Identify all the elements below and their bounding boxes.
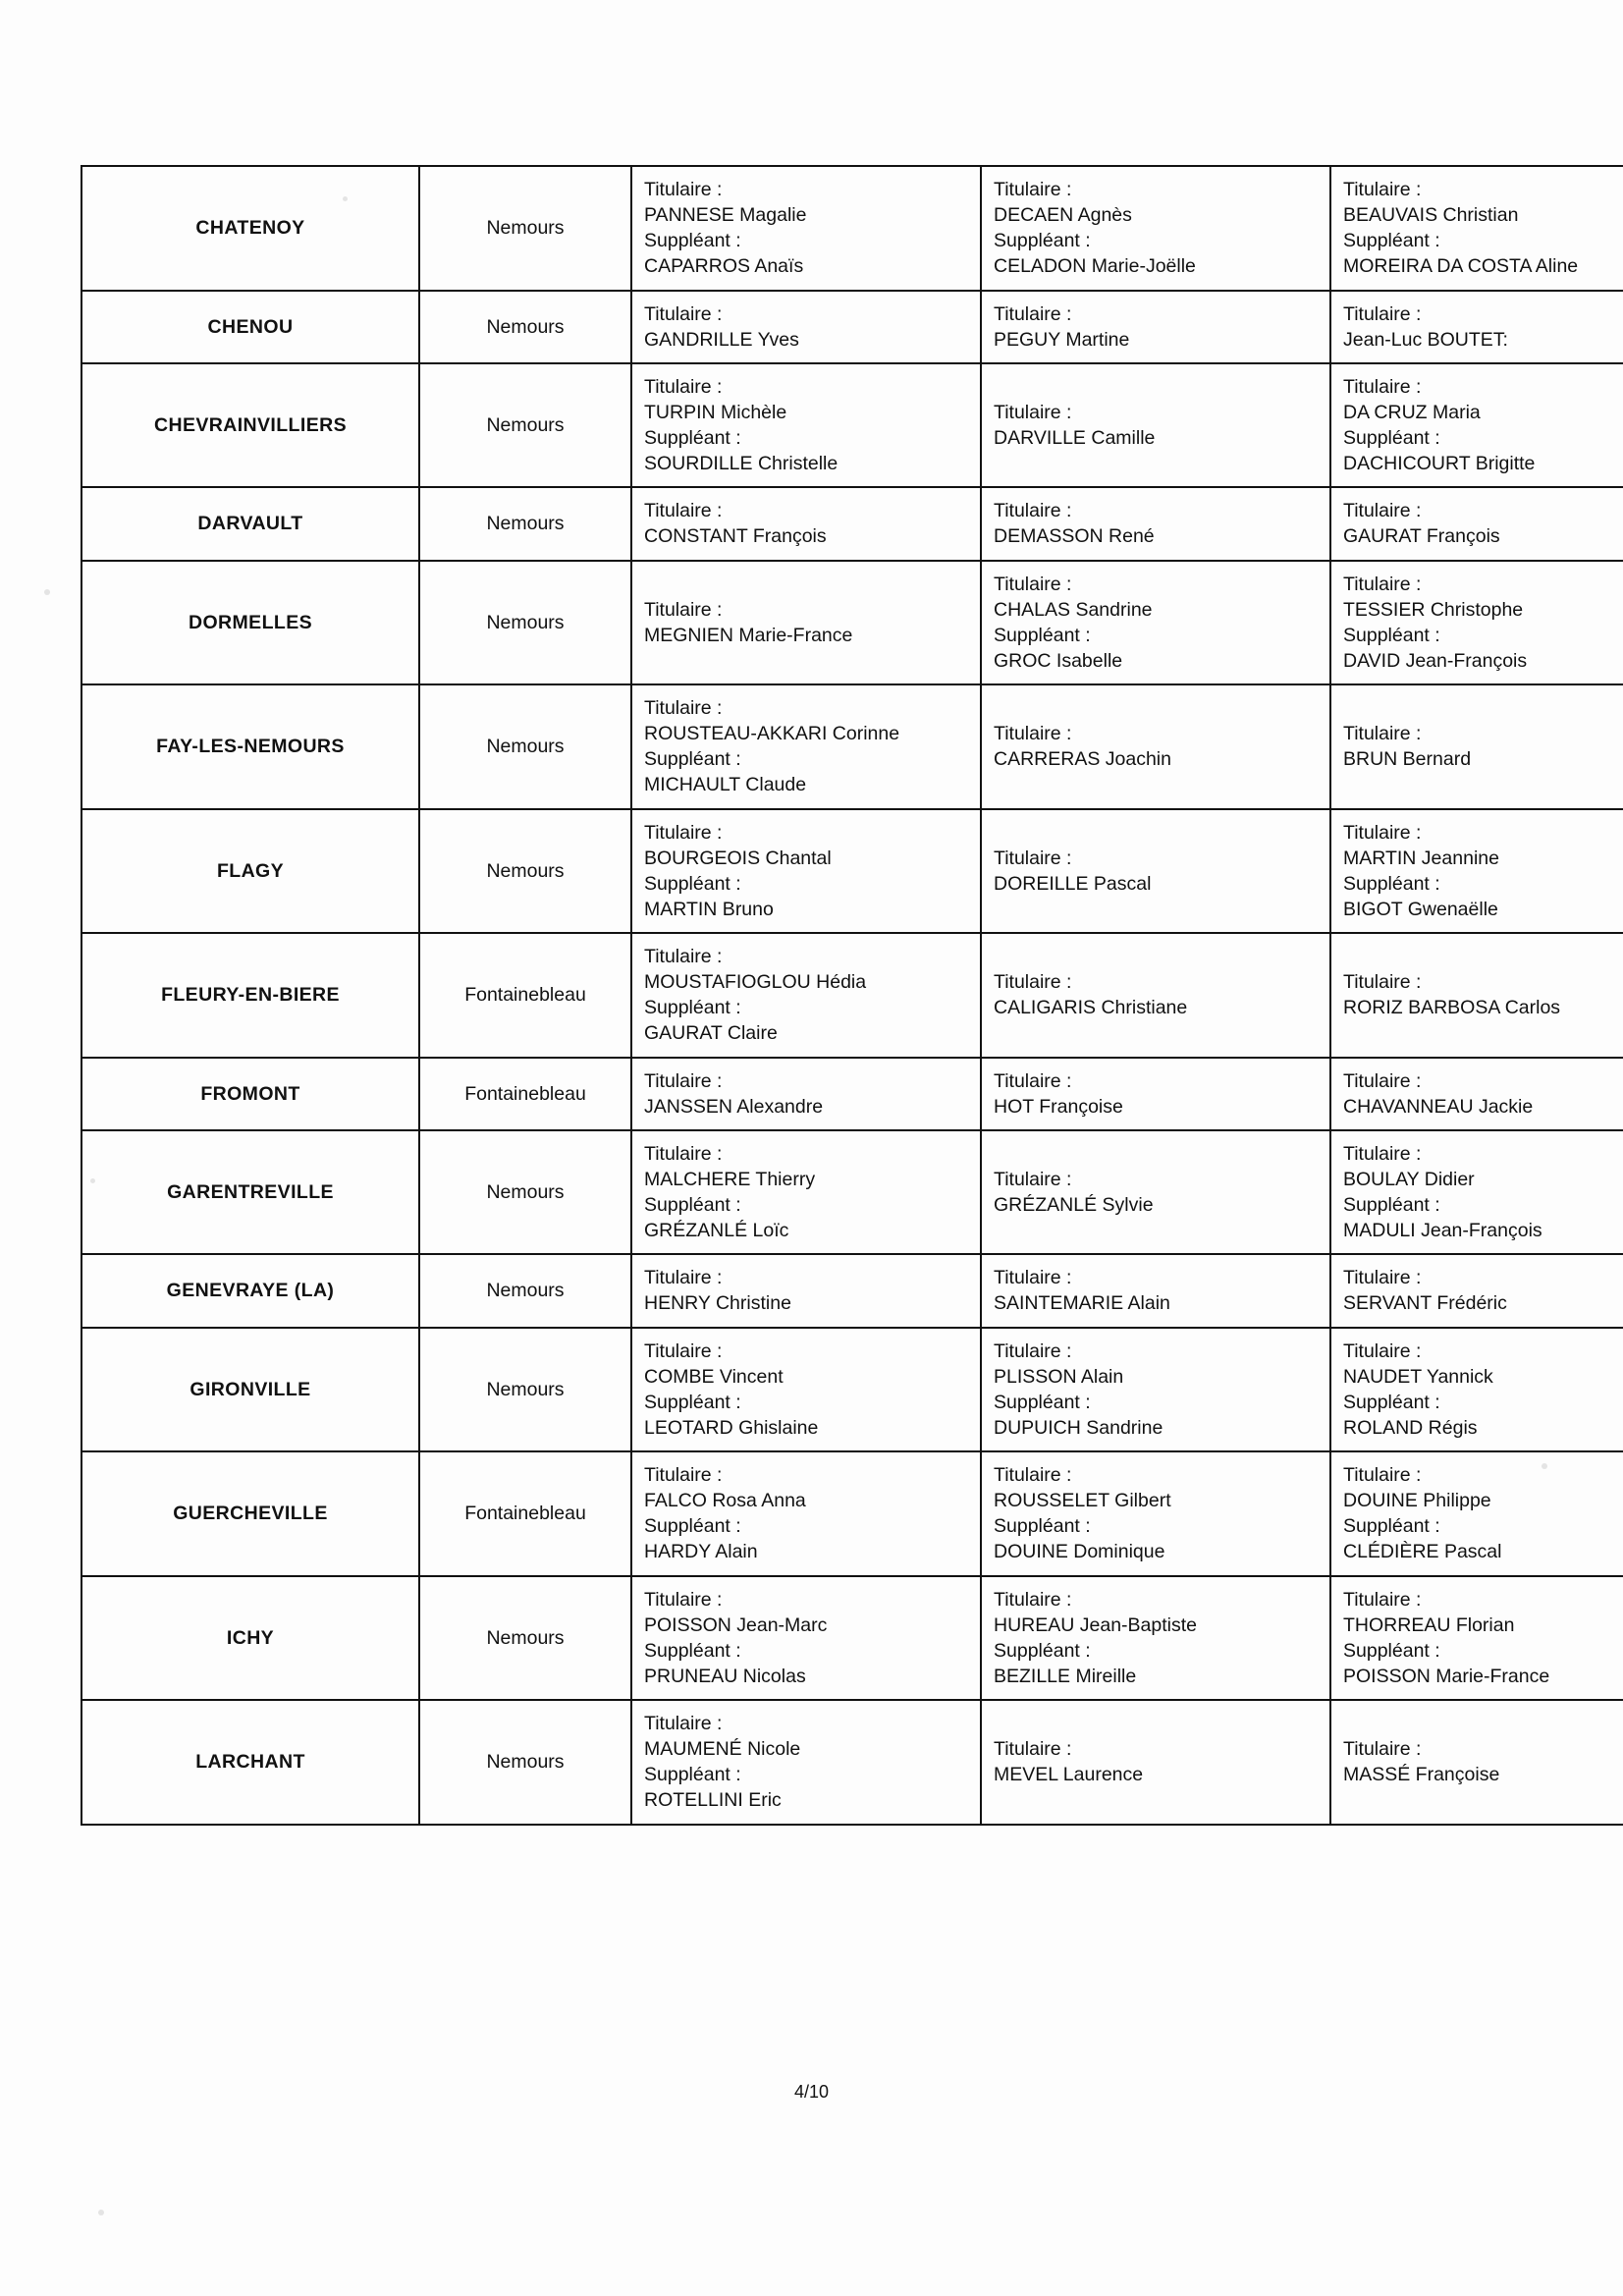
titulaire-label: Titulaire : — [1343, 375, 1422, 398]
titulaire-name: SAINTEMARIE Alain — [994, 1292, 1170, 1315]
suppleant-name: BIGOT Gwenaëlle — [1343, 898, 1498, 920]
titulaire-name: ROUSSELET Gilbert — [994, 1490, 1171, 1512]
suppleant-label: Suppléant : — [994, 1515, 1091, 1538]
titulaire-label: Titulaire : — [644, 1339, 723, 1362]
suppleant-name: CLÉDIÈRE Pascal — [1343, 1541, 1502, 1563]
scan-artifact — [98, 2210, 104, 2215]
suppleant-label: Suppléant : — [1343, 624, 1440, 646]
titulaire-label: Titulaire : — [1343, 1142, 1422, 1165]
suppleant-label: Suppléant : — [644, 427, 741, 449]
commune-cell: GENEVRAYE (LA) — [81, 1254, 419, 1327]
titulaire-label: Titulaire : — [1343, 1738, 1422, 1761]
delegate-cell-3 — [1330, 1130, 1623, 1255]
suppleant-name: SOURDILLE Christelle — [644, 453, 839, 475]
titulaire-name: BEAUVAIS Christian — [1343, 204, 1519, 227]
titulaire-name: HOT Françoise — [994, 1095, 1123, 1118]
titulaire-name: PANNESE Magalie — [644, 204, 807, 227]
table-row — [81, 487, 1623, 560]
delegate-cell-2 — [981, 1254, 1330, 1327]
titulaire-label: Titulaire : — [994, 573, 1072, 595]
suppleant-label: Suppléant : — [1343, 427, 1440, 449]
titulaire-name: RORIZ BARBOSA Carlos — [1343, 997, 1561, 1019]
titulaire-label: Titulaire : — [994, 847, 1072, 869]
delegate-cell-3 — [1330, 809, 1623, 934]
canton-cell: Fontainebleau — [419, 933, 631, 1058]
suppleant-name: ROLAND Régis — [1343, 1416, 1478, 1439]
commune-cell: GARENTREVILLE — [81, 1130, 419, 1255]
table-row — [81, 1700, 1623, 1825]
canton-cell: Nemours — [419, 561, 631, 685]
suppleant-name: PRUNEAU Nicolas — [644, 1665, 806, 1687]
suppleant-name: CELADON Marie-Joëlle — [994, 255, 1196, 278]
titulaire-label: Titulaire : — [644, 1588, 723, 1611]
delegate-cell-1 — [631, 809, 981, 934]
delegate-cell-2 — [981, 1130, 1330, 1255]
titulaire-name: GANDRILLE Yves — [644, 328, 799, 351]
titulaire-label: Titulaire : — [1343, 1464, 1422, 1486]
delegate-cell-1 — [631, 1700, 981, 1825]
suppleant-label: Suppléant : — [1343, 1194, 1440, 1216]
delegate-cell-3 — [1330, 561, 1623, 685]
table-row — [81, 1576, 1623, 1701]
canton-cell: Fontainebleau — [419, 1058, 631, 1130]
suppleant-label: Suppléant : — [644, 230, 741, 252]
delegate-cell-1 — [631, 363, 981, 488]
suppleant-label: Suppléant : — [1343, 1639, 1440, 1662]
delegate-cell-2 — [981, 291, 1330, 363]
titulaire-label: Titulaire : — [644, 1142, 723, 1165]
suppleant-label: Suppléant : — [644, 1764, 741, 1786]
canton-cell: Nemours — [419, 487, 631, 560]
titulaire-name: SERVANT Frédéric — [1343, 1292, 1507, 1315]
suppleant-label: Suppléant : — [994, 1639, 1091, 1662]
delegate-cell-2 — [981, 684, 1330, 809]
commune-cell: ICHY — [81, 1576, 419, 1701]
titulaire-name: NAUDET Yannick — [1343, 1365, 1493, 1388]
suppleant-label: Suppléant : — [644, 997, 741, 1019]
delegate-cell-2 — [981, 561, 1330, 685]
titulaire-label: Titulaire : — [1343, 821, 1422, 844]
titulaire-name: JANSSEN Alexandre — [644, 1095, 824, 1118]
titulaire-label: Titulaire : — [644, 179, 723, 200]
titulaire-label: Titulaire : — [994, 1339, 1072, 1362]
table-row — [81, 166, 1623, 291]
titulaire-label: Titulaire : — [644, 697, 723, 719]
commune-cell: CHATENOY — [81, 166, 419, 291]
titulaire-name: TESSIER Christophe — [1343, 598, 1524, 621]
commune-cell: CHEVRAINVILLIERS — [81, 363, 419, 488]
titulaire-name: MEGNIEN Marie-France — [644, 624, 853, 646]
suppleant-name: DAVID Jean-François — [1343, 649, 1528, 672]
suppleant-name: HARDY Alain — [644, 1541, 758, 1563]
delegate-cell-1 — [631, 933, 981, 1058]
titulaire-name: COMBE Vincent — [644, 1365, 784, 1388]
delegate-cell-2 — [981, 487, 1330, 560]
titulaire-name: DA CRUZ Maria — [1343, 401, 1481, 423]
titulaire-label: Titulaire : — [1343, 1267, 1422, 1289]
table-body — [81, 166, 1623, 1825]
titulaire-label: Titulaire : — [644, 1464, 723, 1486]
titulaire-label: Titulaire : — [1343, 1069, 1422, 1092]
table-row — [81, 1130, 1623, 1255]
canton-cell: Nemours — [419, 1576, 631, 1701]
titulaire-label: Titulaire : — [1343, 723, 1422, 745]
suppleant-label: Suppléant : — [1343, 1515, 1440, 1538]
titulaire-label: Titulaire : — [994, 1267, 1072, 1289]
titulaire-name: DEMASSON René — [994, 525, 1155, 548]
titulaire-label: Titulaire : — [994, 1588, 1072, 1611]
titulaire-name: MALCHERE Thierry — [644, 1168, 816, 1190]
suppleant-label: Suppléant : — [644, 748, 741, 771]
commune-cell: CHENOU — [81, 291, 419, 363]
canton-cell: Nemours — [419, 1328, 631, 1452]
delegate-cell-1 — [631, 487, 981, 560]
titulaire-name: MARTIN Jeannine — [1343, 847, 1499, 869]
titulaire-label: Titulaire : — [644, 1267, 723, 1289]
suppleant-name: ROTELLINI Eric — [644, 1789, 782, 1812]
table-row — [81, 809, 1623, 934]
suppleant-label: Suppléant : — [644, 872, 741, 895]
delegate-cell-1 — [631, 561, 981, 685]
suppleant-label: Suppléant : — [1343, 872, 1440, 895]
suppleant-name: DACHICOURT Brigitte — [1343, 453, 1536, 475]
canton-cell: Nemours — [419, 684, 631, 809]
delegate-cell-2 — [981, 809, 1330, 934]
titulaire-label: Titulaire : — [644, 821, 723, 844]
delegate-cell-1 — [631, 1576, 981, 1701]
delegate-cell-3 — [1330, 933, 1623, 1058]
titulaire-name: CARRERAS Joachin — [994, 748, 1171, 771]
table-row — [81, 1451, 1623, 1576]
titulaire-label: Titulaire : — [1343, 1339, 1422, 1362]
titulaire-name: BOULAY Didier — [1343, 1168, 1475, 1190]
delegate-cell-3 — [1330, 1058, 1623, 1130]
canton-cell: Nemours — [419, 166, 631, 291]
scan-artifact — [44, 589, 50, 595]
table-container — [81, 165, 1579, 1826]
commune-cell: GUERCHEVILLE — [81, 1451, 419, 1576]
titulaire-label: Titulaire : — [994, 1738, 1072, 1761]
delegate-cell-3 — [1330, 1700, 1623, 1825]
titulaire-label: Titulaire : — [994, 723, 1072, 745]
suppleant-name: DOUINE Dominique — [994, 1541, 1165, 1563]
delegate-cell-1 — [631, 291, 981, 363]
titulaire-name: MEVEL Laurence — [994, 1764, 1144, 1786]
delegate-cell-3 — [1330, 166, 1623, 291]
delegate-cell-2 — [981, 1576, 1330, 1701]
canton-cell: Fontainebleau — [419, 1451, 631, 1576]
table-row — [81, 684, 1623, 809]
delegate-cell-1 — [631, 684, 981, 809]
canton-cell: Nemours — [419, 291, 631, 363]
titulaire-label: Titulaire : — [1343, 1588, 1422, 1611]
suppleant-label: Suppléant : — [994, 1391, 1091, 1413]
suppleant-name: BEZILLE Mireille — [994, 1665, 1137, 1687]
titulaire-name: GAURAT François — [1343, 525, 1500, 548]
suppleant-label: Suppléant : — [644, 1639, 741, 1662]
suppleant-name: MICHAULT Claude — [644, 774, 807, 796]
titulaire-label: Titulaire : — [644, 375, 723, 398]
suppleant-name: DUPUICH Sandrine — [994, 1416, 1163, 1439]
titulaire-name: ROUSTEAU-AKKARI Corinne — [644, 723, 900, 745]
suppleant-name: MADULI Jean-François — [1343, 1220, 1542, 1242]
titulaire-label: Titulaire : — [644, 500, 723, 522]
titulaire-label: Titulaire : — [644, 1069, 723, 1092]
delegate-cell-1 — [631, 1451, 981, 1576]
titulaire-label: Titulaire : — [1343, 971, 1422, 994]
suppleant-label: Suppléant : — [994, 230, 1091, 252]
delegate-cell-2 — [981, 933, 1330, 1058]
canton-cell: Nemours — [419, 363, 631, 488]
suppleant-name: GROC Isabelle — [994, 649, 1123, 672]
titulaire-label: Titulaire : — [644, 598, 723, 621]
suppleant-label: Suppléant : — [644, 1391, 741, 1413]
suppleant-name: MOREIRA DA COSTA Aline — [1343, 255, 1579, 278]
titulaire-label: Titulaire : — [994, 1069, 1072, 1092]
commune-cell: FROMONT — [81, 1058, 419, 1130]
titulaire-name: CONSTANT François — [644, 525, 827, 548]
titulaire-label: Titulaire : — [994, 401, 1072, 423]
suppleant-name: LEOTARD Ghislaine — [644, 1416, 819, 1439]
suppleant-name: GRÉZANLÉ Loïc — [644, 1220, 789, 1242]
titulaire-label: Titulaire : — [1343, 573, 1422, 595]
titulaire-label: Titulaire : — [1343, 179, 1422, 200]
titulaire-label: Titulaire : — [644, 302, 723, 325]
titulaire-name: Jean-Luc BOUTET: — [1343, 328, 1508, 351]
commune-cell: DORMELLES — [81, 561, 419, 685]
delegate-cell-1 — [631, 1058, 981, 1130]
suppleant-label: Suppléant : — [994, 624, 1091, 646]
titulaire-label: Titulaire : — [994, 500, 1072, 522]
titulaire-name: PEGUY Martine — [994, 328, 1130, 351]
delegate-cell-2 — [981, 1058, 1330, 1130]
delegate-cell-2 — [981, 166, 1330, 291]
titulaire-name: CHAVANNEAU Jackie — [1343, 1095, 1534, 1118]
delegate-cell-1 — [631, 166, 981, 291]
delegate-cell-3 — [1330, 363, 1623, 488]
table-row — [81, 1254, 1623, 1327]
commune-cell: FAY-LES-NEMOURS — [81, 684, 419, 809]
commune-cell: DARVAULT — [81, 487, 419, 560]
suppleant-label: Suppléant : — [1343, 1391, 1440, 1413]
titulaire-label: Titulaire : — [644, 1713, 723, 1734]
page-number: 4/10 — [793, 2082, 830, 2102]
titulaire-name: PLISSON Alain — [994, 1365, 1124, 1388]
delegate-cell-2 — [981, 363, 1330, 488]
titulaire-name: MASSÉ Françoise — [1343, 1764, 1500, 1786]
titulaire-name: THORREAU Florian — [1343, 1613, 1515, 1636]
titulaire-name: MOUSTAFIOGLOU Hédia — [644, 971, 867, 994]
table-row — [81, 561, 1623, 685]
titulaire-label: Titulaire : — [994, 179, 1072, 200]
titulaire-name: BRUN Bernard — [1343, 748, 1472, 771]
delegate-cell-2 — [981, 1451, 1330, 1576]
suppleant-name: CAPARROS Anaïs — [644, 255, 804, 278]
table-row — [81, 1328, 1623, 1452]
delegate-cell-1 — [631, 1254, 981, 1327]
titulaire-name: DOUINE Philippe — [1343, 1490, 1491, 1512]
titulaire-name: DOREILLE Pascal — [994, 872, 1152, 895]
titulaire-label: Titulaire : — [994, 1464, 1072, 1486]
titulaire-label: Titulaire : — [994, 971, 1072, 994]
titulaire-name: FALCO Rosa Anna — [644, 1490, 806, 1512]
suppleant-name: GAURAT Claire — [644, 1022, 778, 1045]
titulaire-label: Titulaire : — [1343, 302, 1422, 325]
delegate-cell-3 — [1330, 1451, 1623, 1576]
titulaire-name: HUREAU Jean-Baptiste — [994, 1613, 1197, 1636]
delegate-cell-1 — [631, 1328, 981, 1452]
commune-cell: FLEURY-EN-BIERE — [81, 933, 419, 1058]
titulaire-label: Titulaire : — [644, 946, 723, 967]
table-row — [81, 1058, 1623, 1130]
titulaire-name: DARVILLE Camille — [994, 427, 1156, 449]
titulaire-name: TURPIN Michèle — [644, 401, 787, 423]
delegate-cell-2 — [981, 1700, 1330, 1825]
table-row — [81, 363, 1623, 488]
titulaire-label: Titulaire : — [994, 302, 1072, 325]
canton-cell: Nemours — [419, 1700, 631, 1825]
canton-cell: Nemours — [419, 1254, 631, 1327]
suppleant-label: Suppléant : — [644, 1515, 741, 1538]
titulaire-name: CHALAS Sandrine — [994, 598, 1153, 621]
titulaire-name: MAUMENÉ Nicole — [644, 1738, 801, 1761]
delegate-cell-3 — [1330, 1576, 1623, 1701]
delegate-cell-2 — [981, 1328, 1330, 1452]
delegate-cell-3 — [1330, 291, 1623, 363]
titulaire-name: GRÉZANLÉ Sylvie — [994, 1194, 1154, 1216]
titulaire-label: Titulaire : — [1343, 500, 1422, 522]
titulaire-name: POISSON Jean-Marc — [644, 1613, 828, 1636]
titulaire-name: HENRY Christine — [644, 1292, 791, 1315]
commune-cell: GIRONVILLE — [81, 1328, 419, 1452]
titulaire-name: BOURGEOIS Chantal — [644, 847, 832, 869]
suppleant-label: Suppléant : — [1343, 230, 1440, 252]
delegate-cell-3 — [1330, 684, 1623, 809]
table-row — [81, 291, 1623, 363]
suppleant-name: MARTIN Bruno — [644, 898, 774, 920]
suppleant-name: POISSON Marie-France — [1343, 1665, 1550, 1687]
table-row — [81, 933, 1623, 1058]
commune-cell: LARCHANT — [81, 1700, 419, 1825]
delegates-table — [81, 165, 1623, 1826]
delegate-cell-3 — [1330, 1254, 1623, 1327]
delegate-cell-1 — [631, 1130, 981, 1255]
suppleant-label: Suppléant : — [644, 1194, 741, 1216]
canton-cell: Nemours — [419, 1130, 631, 1255]
delegate-cell-3 — [1330, 1328, 1623, 1452]
titulaire-label: Titulaire : — [994, 1168, 1072, 1190]
delegate-cell-3 — [1330, 487, 1623, 560]
commune-cell: FLAGY — [81, 809, 419, 934]
titulaire-name: DECAEN Agnès — [994, 204, 1132, 227]
titulaire-name: CALIGARIS Christiane — [994, 997, 1188, 1019]
canton-cell: Nemours — [419, 809, 631, 934]
